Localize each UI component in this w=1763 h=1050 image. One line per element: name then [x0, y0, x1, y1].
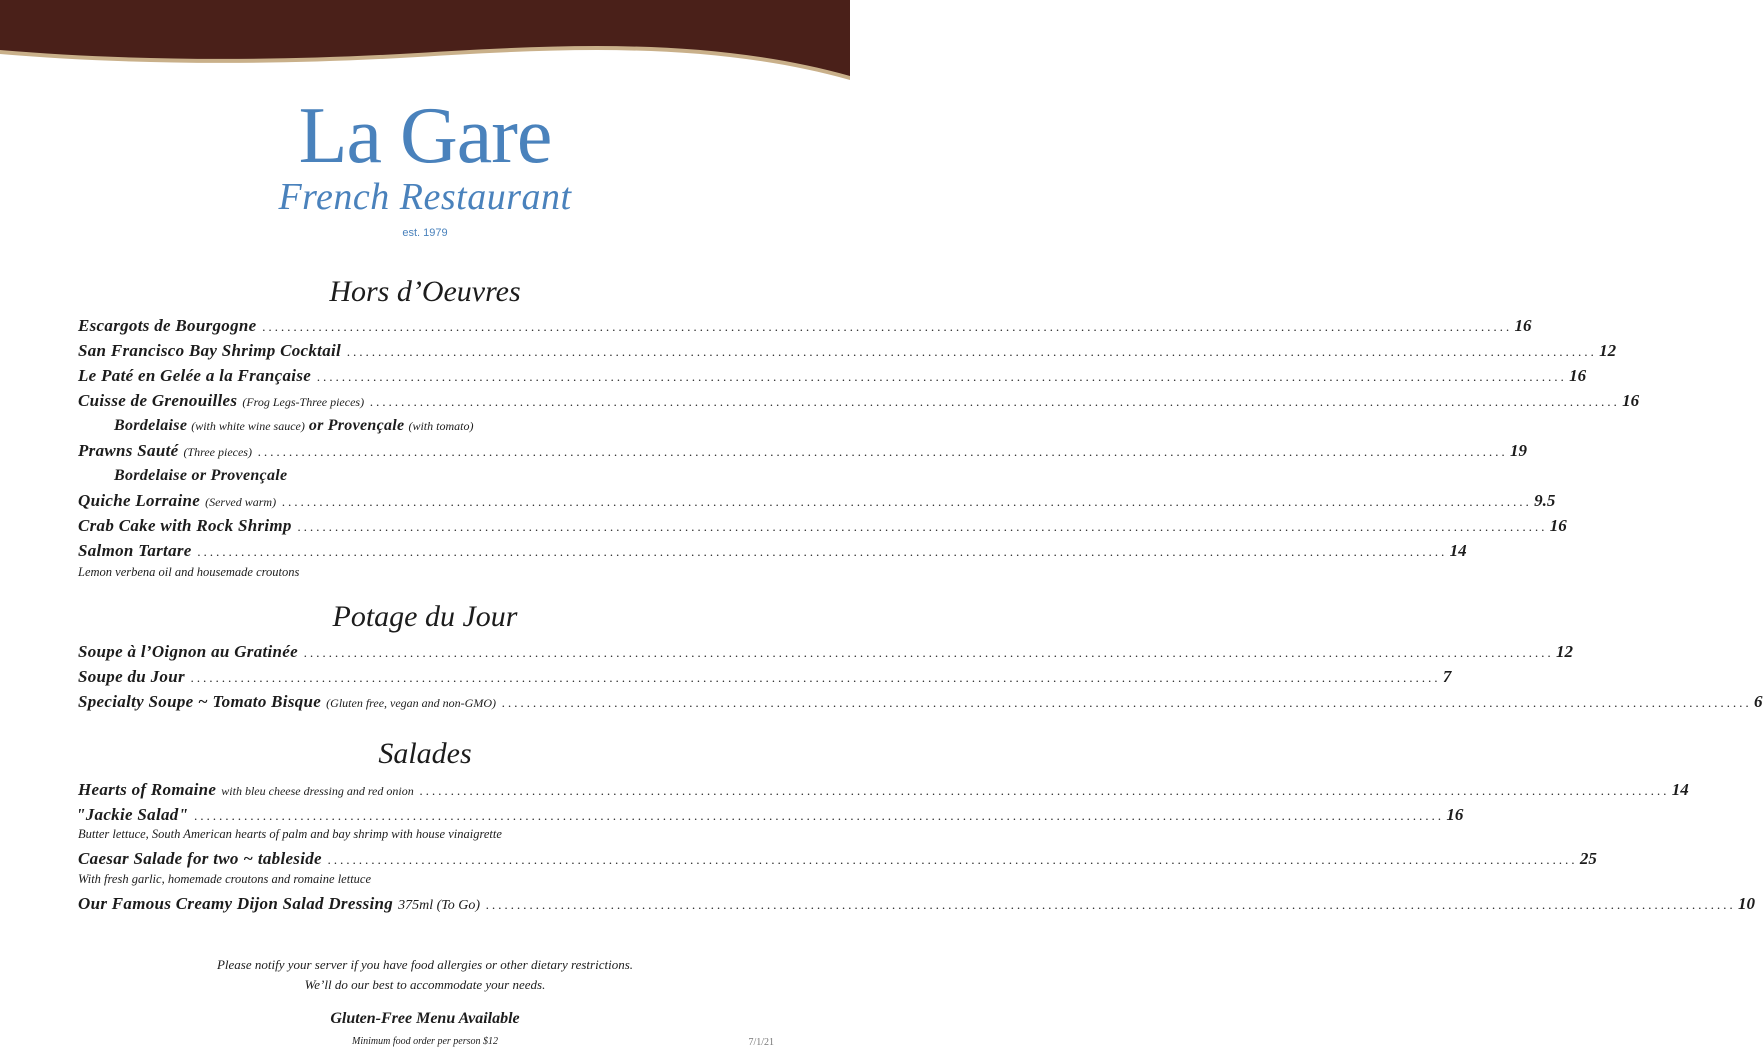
- dot-leader: ........................................................................................................................................................................................................: [317, 369, 1568, 384]
- established-year: est. 1979: [402, 227, 448, 239]
- item-note: (Gluten free, vegan and non-GMO): [326, 696, 496, 710]
- menu-item: [78, 893, 1756, 915]
- option-note: (with tomato): [408, 419, 474, 433]
- item-name: Crab Cake with Rock Shrimp: [78, 516, 292, 535]
- item-note: 375ml (To Go): [398, 898, 481, 913]
- item-price: 9.5: [1534, 491, 1556, 510]
- menu-item: [78, 848, 1597, 870]
- item-price: 12: [1599, 341, 1617, 360]
- item-note: (Served warm): [205, 495, 277, 509]
- option-bordelaise: Bordelaise: [114, 417, 188, 434]
- item-price: 12: [1556, 642, 1573, 661]
- menu-item: [78, 515, 1567, 537]
- header-wave-band: [0, 0, 850, 80]
- dot-leader: ........................................................................................................................................................................................................: [297, 519, 1548, 534]
- allergy-notice-line-1: Please notify your server if you have food allergies or other dietary restrictions.: [216, 957, 634, 972]
- dot-leader: ........................................................................................................................................................................................................: [502, 695, 1752, 710]
- item-price: 16: [1446, 805, 1464, 824]
- item-price: 19: [1509, 441, 1527, 460]
- item-name: Le Paté en Gelée a la Française: [78, 366, 312, 385]
- item-price: 14: [1671, 780, 1689, 799]
- dot-leader: ........................................................................................................................................................................................................: [194, 808, 1445, 823]
- dot-leader: ........................................................................................................................................................................................................: [419, 783, 1670, 798]
- item-description: Lemon verbena oil and housemade croutons: [78, 565, 300, 579]
- dot-leader: ........................................................................................................................................................................................................: [370, 394, 1621, 409]
- item-sub-options: [114, 465, 287, 487]
- item-price: 14: [1449, 541, 1467, 560]
- menu-item: [78, 440, 1527, 462]
- menu-item: [78, 365, 1587, 387]
- menu-item: [78, 666, 1452, 688]
- section-title-hors-doeuvres: Hors d’Oeuvres: [329, 275, 521, 308]
- dot-leader: ........................................................................................................................................................................................................: [190, 670, 1441, 685]
- item-price: 16: [1622, 391, 1640, 410]
- item-name: "Jackie Salad": [76, 805, 189, 824]
- restaurant-subtitle: French Restaurant: [278, 176, 572, 218]
- dot-leader: ........................................................................................................................................................................................................: [282, 494, 1533, 509]
- menu-item: [78, 315, 1532, 337]
- item-price: 10: [1738, 894, 1756, 913]
- restaurant-name: La Gare: [298, 92, 552, 180]
- item-name: Caesar Salade for two ~ tableside: [78, 849, 322, 868]
- item-name: Cuisse de Grenouilles: [78, 391, 238, 410]
- menu-item: [78, 691, 1763, 713]
- dot-leader: ........................................................................................................................................................................................................: [347, 344, 1598, 359]
- item-name: Prawns Sauté: [78, 441, 179, 460]
- dot-leader: ........................................................................................................................................................................................................: [262, 319, 1513, 334]
- item-price: 16: [1569, 366, 1587, 385]
- menu-item: [78, 390, 1640, 412]
- item-price: 25: [1579, 849, 1597, 868]
- option-or: or: [308, 417, 324, 434]
- item-price: 6: [1754, 692, 1763, 711]
- menu-item: [78, 540, 1467, 562]
- dot-leader: ........................................................................................................................................................................................................: [197, 544, 1448, 559]
- item-note: with bleu cheese dressing and red onion: [221, 784, 414, 798]
- gluten-free-menu-note: Gluten-Free Menu Available: [330, 1010, 520, 1027]
- menu-item: [78, 490, 1556, 512]
- minimum-order-note: Minimum food order per person $12: [351, 1036, 498, 1047]
- section-title-salades: Salades: [378, 737, 472, 770]
- item-price: 16: [1549, 516, 1567, 535]
- item-name: Quiche Lorraine: [78, 491, 201, 510]
- item-name: Hearts of Romaine: [78, 780, 217, 799]
- item-name: Specialty Soupe ~ Tomato Bisque: [78, 692, 322, 711]
- option-text: Bordelaise or Provençale: [114, 467, 288, 484]
- dot-leader: ........................................................................................................................................................................................................: [486, 897, 1737, 912]
- section-title-potage: Potage du Jour: [332, 600, 518, 633]
- item-description: Butter lettuce, South American hearts of palm and bay shrimp with house vinaigrette: [78, 827, 502, 841]
- item-name: Soupe à l’Oignon au Gratinée: [78, 642, 298, 661]
- allergy-notice-line-2: We’ll do our best to accommodate your needs.: [304, 977, 546, 992]
- menu-date: 7/1/21: [748, 1037, 774, 1048]
- item-name: San Francisco Bay Shrimp Cocktail: [78, 341, 342, 360]
- menu-item: [76, 804, 1464, 826]
- option-provencale: Provençale: [327, 417, 405, 434]
- item-note: (Three pieces): [183, 445, 252, 459]
- item-sub-options: [114, 415, 473, 437]
- dot-leader: ........................................................................................................................................................................................................: [257, 444, 1508, 459]
- dot-leader: ........................................................................................................................................................................................................: [304, 645, 1554, 660]
- item-name: Soupe du Jour: [78, 667, 185, 686]
- item-description: With fresh garlic, homemade croutons and romaine lettuce: [78, 872, 372, 886]
- menu-item: [78, 779, 1689, 801]
- option-note: (with white wine sauce): [191, 419, 305, 433]
- item-name: Escargots de Bourgogne: [78, 316, 257, 335]
- item-price: 16: [1514, 316, 1532, 335]
- item-price: 7: [1442, 667, 1452, 686]
- menu-item: [78, 340, 1617, 362]
- item-name: Salmon Tartare: [78, 541, 192, 560]
- item-name: Our Famous Creamy Dijon Salad Dressing: [78, 894, 394, 913]
- item-note: (Frog Legs-Three pieces): [242, 395, 365, 409]
- menu-item: [78, 641, 1573, 663]
- header-wave-fill: [0, 0, 850, 76]
- dot-leader: ........................................................................................................................................................................................................: [327, 852, 1578, 867]
